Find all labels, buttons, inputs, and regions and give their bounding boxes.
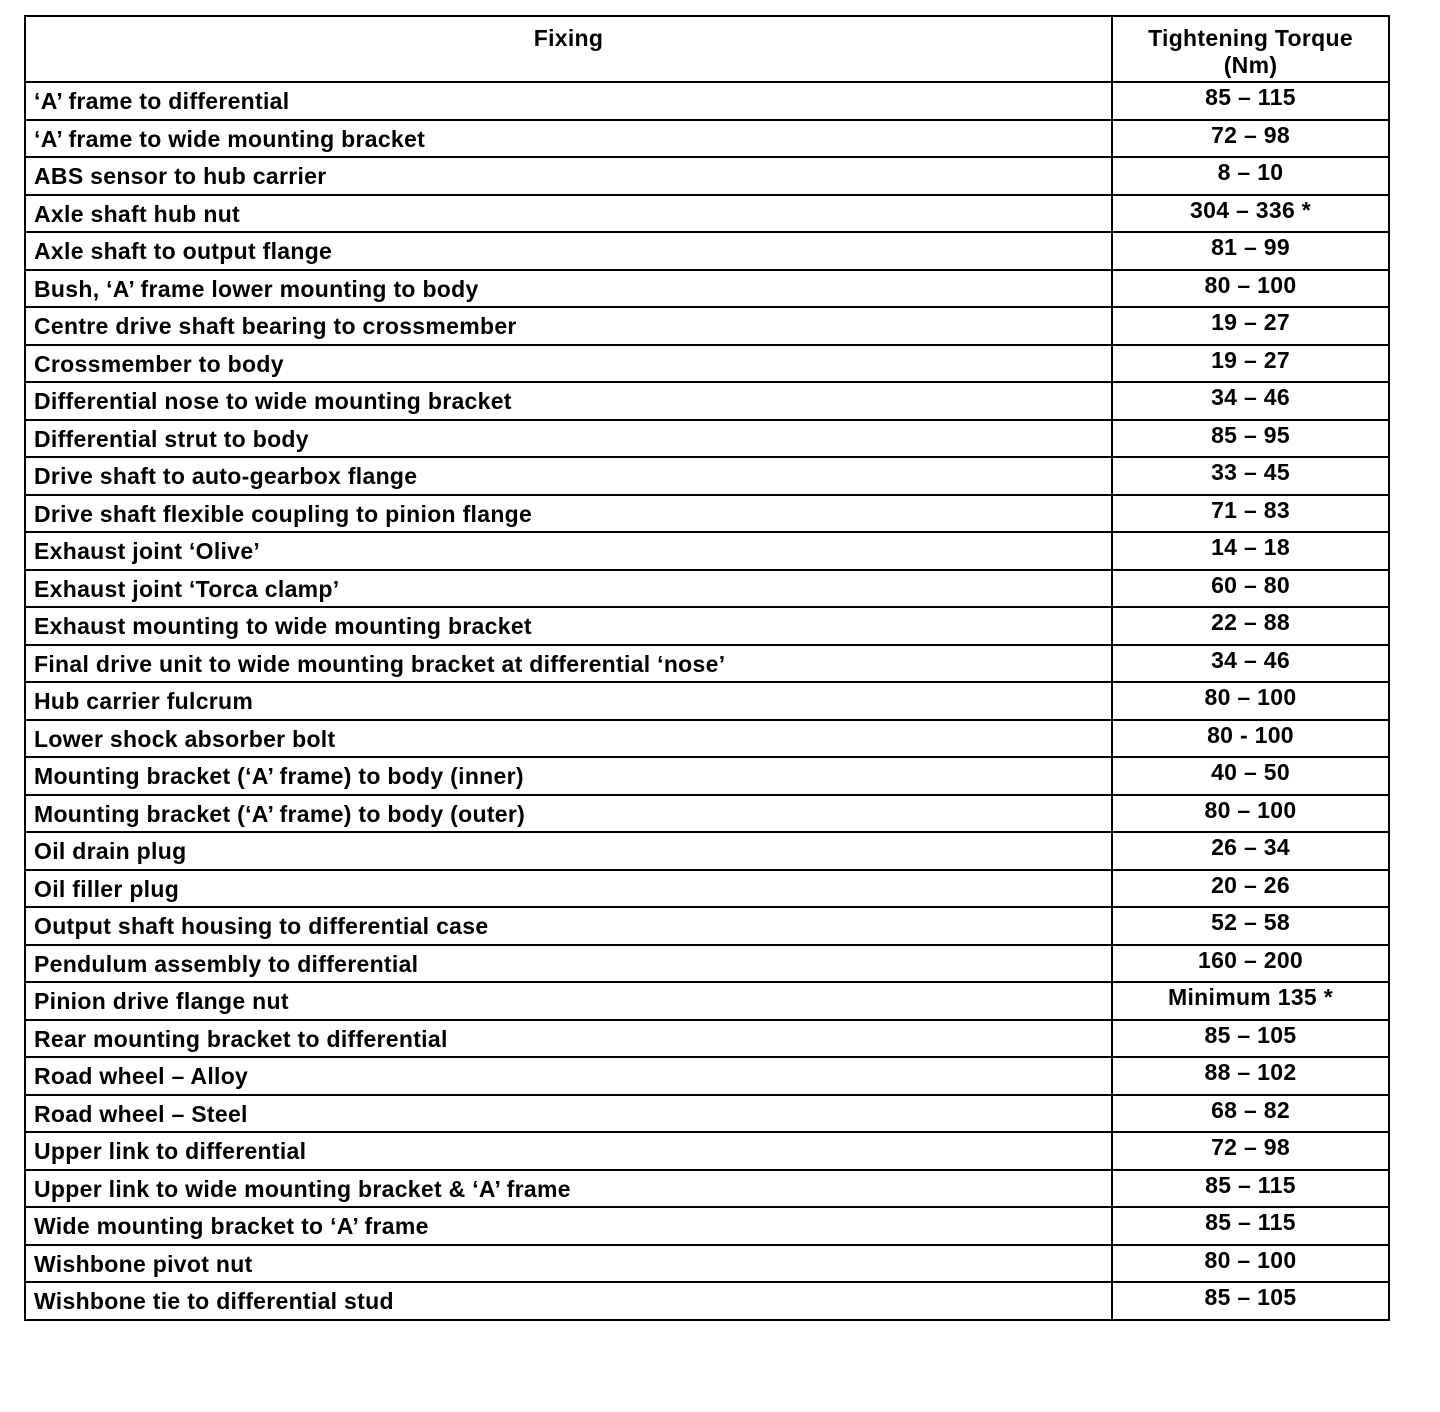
- fixing-cell: Centre drive shaft bearing to crossmember: [25, 307, 1112, 345]
- torque-cell: 85 – 115: [1112, 82, 1389, 120]
- fixing-cell: Axle shaft hub nut: [25, 195, 1112, 233]
- table-row: [25, 1282, 1389, 1320]
- table-row: [25, 645, 1389, 683]
- fixing-cell: Axle shaft to output flange: [25, 232, 1112, 270]
- header-fixing: Fixing: [25, 16, 1112, 82]
- torque-cell: 81 – 99: [1112, 232, 1389, 270]
- torque-table: [24, 15, 1390, 1321]
- table-row: [25, 1132, 1389, 1170]
- table-body: [25, 82, 1389, 1320]
- torque-cell: 34 – 46: [1112, 382, 1389, 420]
- table-row: [25, 532, 1389, 570]
- table-row: [25, 720, 1389, 758]
- fixing-cell: Wishbone pivot nut: [25, 1245, 1112, 1283]
- torque-cell: 85 – 105: [1112, 1282, 1389, 1320]
- table-row: [25, 570, 1389, 608]
- torque-cell: 160 – 200: [1112, 945, 1389, 983]
- table-row: [25, 832, 1389, 870]
- table-row: [25, 382, 1389, 420]
- fixing-cell: Exhaust mounting to wide mounting bracket: [25, 607, 1112, 645]
- header-torque: [1112, 16, 1389, 82]
- torque-cell: 68 – 82: [1112, 1095, 1389, 1133]
- torque-cell: 80 – 100: [1112, 1245, 1389, 1283]
- fixing-cell: Drive shaft to auto-gearbox flange: [25, 457, 1112, 495]
- torque-cell: 80 – 100: [1112, 682, 1389, 720]
- fixing-cell: Hub carrier fulcrum: [25, 682, 1112, 720]
- table-row: [25, 982, 1389, 1020]
- table-row: [25, 495, 1389, 533]
- torque-cell: 33 – 45: [1112, 457, 1389, 495]
- fixing-cell: ABS sensor to hub carrier: [25, 157, 1112, 195]
- table-row: [25, 157, 1389, 195]
- table-row: [25, 232, 1389, 270]
- table-row: [25, 1095, 1389, 1133]
- table-row: [25, 1245, 1389, 1283]
- fixing-cell: Mounting bracket (‘A’ frame) to body (inner): [25, 757, 1112, 795]
- fixing-cell: Upper link to wide mounting bracket & ‘A’ frame: [25, 1170, 1112, 1208]
- torque-cell: 80 – 100: [1112, 795, 1389, 833]
- table-row: [25, 795, 1389, 833]
- fixing-cell: Wide mounting bracket to ‘A’ frame: [25, 1207, 1112, 1245]
- fixing-cell: Rear mounting bracket to differential: [25, 1020, 1112, 1058]
- table-row: [25, 682, 1389, 720]
- fixing-cell: Exhaust joint ‘Olive’: [25, 532, 1112, 570]
- table-row: [25, 607, 1389, 645]
- table-row: [25, 757, 1389, 795]
- fixing-cell: ‘A’ frame to differential: [25, 82, 1112, 120]
- table-row: [25, 1207, 1389, 1245]
- fixing-cell: Drive shaft flexible coupling to pinion flange: [25, 495, 1112, 533]
- torque-cell: 34 – 46: [1112, 645, 1389, 683]
- torque-cell: 85 – 95: [1112, 420, 1389, 458]
- table-row: [25, 270, 1389, 308]
- table-row: [25, 945, 1389, 983]
- fixing-cell: Output shaft housing to differential case: [25, 907, 1112, 945]
- fixing-cell: ‘A’ frame to wide mounting bracket: [25, 120, 1112, 158]
- torque-cell: 60 – 80: [1112, 570, 1389, 608]
- torque-cell: 8 – 10: [1112, 157, 1389, 195]
- torque-cell: 71 – 83: [1112, 495, 1389, 533]
- table-row: [25, 1170, 1389, 1208]
- fixing-cell: Upper link to differential: [25, 1132, 1112, 1170]
- torque-cell: 40 – 50: [1112, 757, 1389, 795]
- table-row: [25, 870, 1389, 908]
- fixing-cell: Pendulum assembly to differential: [25, 945, 1112, 983]
- torque-cell: 304 – 336 *: [1112, 195, 1389, 233]
- table-row: [25, 82, 1389, 120]
- fixing-cell: Oil filler plug: [25, 870, 1112, 908]
- table-row: [25, 345, 1389, 383]
- table-row: [25, 457, 1389, 495]
- header-row: [25, 16, 1389, 82]
- fixing-cell: Wishbone tie to differential stud: [25, 1282, 1112, 1320]
- fixing-cell: Oil drain plug: [25, 832, 1112, 870]
- torque-cell: 22 – 88: [1112, 607, 1389, 645]
- table-row: [25, 120, 1389, 158]
- table-row: [25, 307, 1389, 345]
- fixing-cell: Differential strut to body: [25, 420, 1112, 458]
- table-row: [25, 907, 1389, 945]
- fixing-cell: Final drive unit to wide mounting bracket at differential ‘nose’: [25, 645, 1112, 683]
- fixing-cell: Differential nose to wide mounting bracket: [25, 382, 1112, 420]
- torque-cell: 85 – 115: [1112, 1207, 1389, 1245]
- torque-cell: 80 - 100: [1112, 720, 1389, 758]
- torque-cell: 85 – 105: [1112, 1020, 1389, 1058]
- fixing-cell: Exhaust joint ‘Torca clamp’: [25, 570, 1112, 608]
- fixing-cell: Crossmember to body: [25, 345, 1112, 383]
- torque-cell: 14 – 18: [1112, 532, 1389, 570]
- fixing-cell: Pinion drive flange nut: [25, 982, 1112, 1020]
- table-row: [25, 1057, 1389, 1095]
- table-row: [25, 420, 1389, 458]
- fixing-cell: Lower shock absorber bolt: [25, 720, 1112, 758]
- torque-cell: 80 – 100: [1112, 270, 1389, 308]
- header-torque-line1: Tightening Torque: [1148, 25, 1353, 51]
- header-torque-line2: (Nm): [1223, 52, 1278, 78]
- torque-cell: 20 – 26: [1112, 870, 1389, 908]
- torque-cell: 26 – 34: [1112, 832, 1389, 870]
- fixing-cell: Road wheel – Steel: [25, 1095, 1112, 1133]
- torque-cell: 85 – 115: [1112, 1170, 1389, 1208]
- torque-cell: 88 – 102: [1112, 1057, 1389, 1095]
- torque-cell: 19 – 27: [1112, 307, 1389, 345]
- fixing-cell: Bush, ‘A’ frame lower mounting to body: [25, 270, 1112, 308]
- torque-cell: 19 – 27: [1112, 345, 1389, 383]
- fixing-cell: Road wheel – Alloy: [25, 1057, 1112, 1095]
- torque-cell: 72 – 98: [1112, 1132, 1389, 1170]
- fixing-cell: Mounting bracket (‘A’ frame) to body (outer): [25, 795, 1112, 833]
- table-row: [25, 1020, 1389, 1058]
- torque-cell: 72 – 98: [1112, 120, 1389, 158]
- torque-cell: Minimum 135 *: [1112, 982, 1389, 1020]
- torque-cell: 52 – 58: [1112, 907, 1389, 945]
- table-row: [25, 195, 1389, 233]
